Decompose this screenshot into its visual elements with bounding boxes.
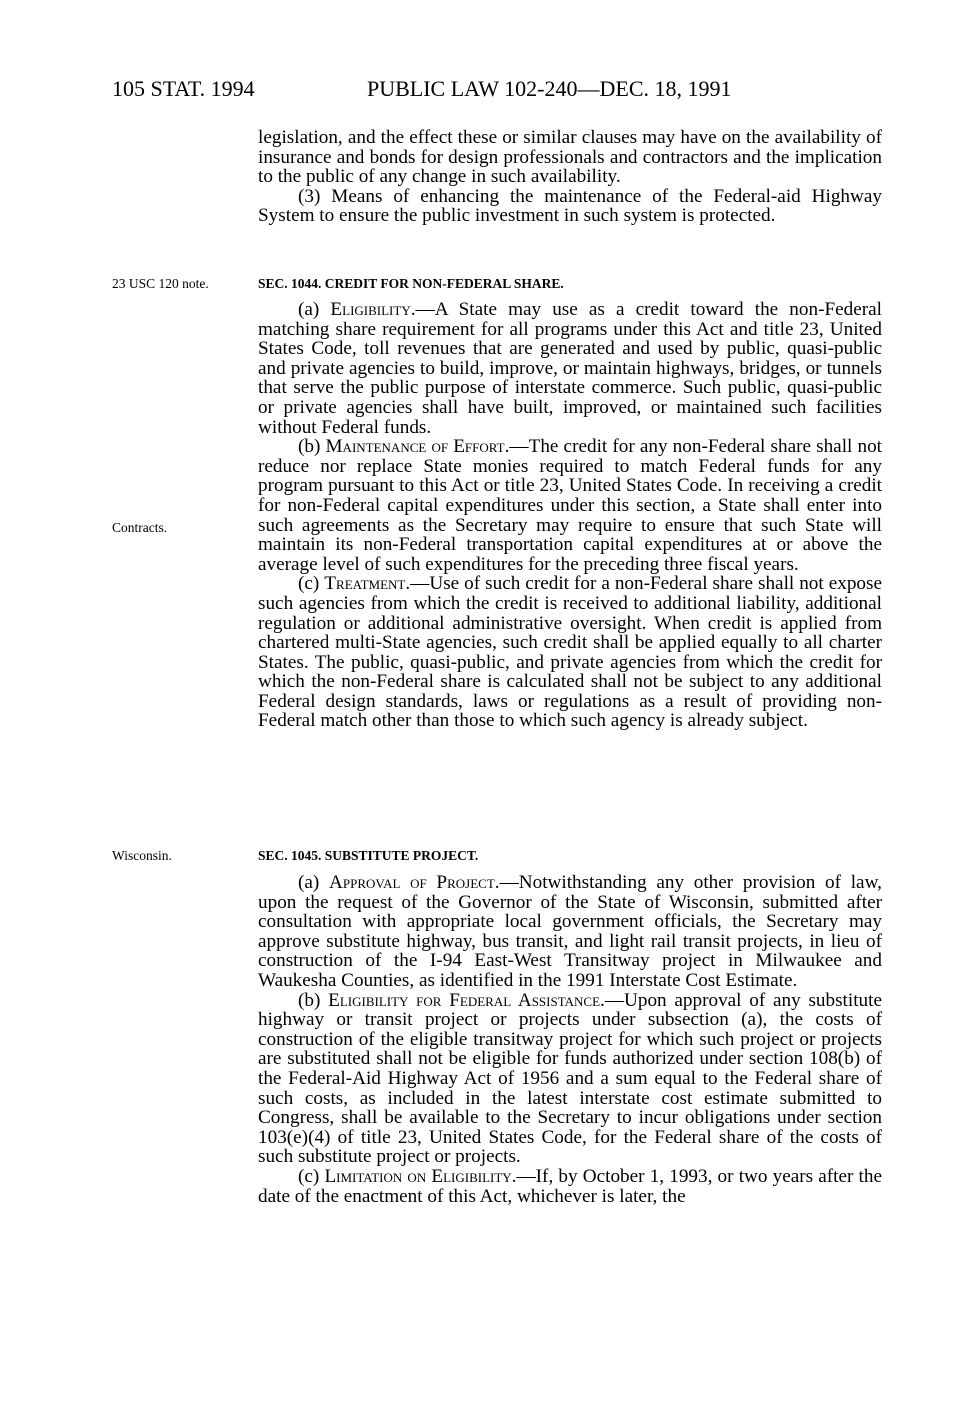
- sec-1044-a-label: (a): [298, 299, 331, 320]
- sec-1044-a-title: Eligibility.: [330, 299, 416, 320]
- sec-1045-a-title: Approval of Project.: [329, 872, 500, 893]
- margin-note-usc: 23 USC 120 note.: [112, 276, 209, 291]
- sec-1044-c-text: —Use of such credit for a non-Federal share shall not expose such agencies from which the credit is received to additional liability, additional regulation or additional administrative oversight. When credit is applied from chartered multi-State agencies, such credit shall be applied equally to all charter States. The public, quasi-public, and private agencies from which the credit for which the non-Federal share is calculated shall not be subject to any additional Federal design standards, laws or regulations as a result of providing non-Federal match other than those to which such agency is already subject.: [258, 573, 883, 732]
- sec-1045-c-text: —If, by October 1, 1993, or two years after the date of the enactment of this Act, whichever is later, the: [258, 1165, 882, 1207]
- sec-1044-b-title: Maintenance of Effort.: [325, 436, 510, 458]
- sec-1045-b-label: (b): [298, 989, 329, 1011]
- public-law-title: PUBLIC LAW 102-240—DEC. 18, 1991: [367, 76, 732, 101]
- sec-1044-c: [258, 574, 882, 731]
- top-block: [258, 128, 882, 226]
- sec-1044-heading: SEC. 1044. CREDIT FOR NON-FEDERAL SHARE.: [258, 276, 564, 291]
- sec-1045-b-text: —Upon approval of any substitute highway or transit project or projects under subsection (a), the costs of construction of the eligible transitway project for which such project or projects are substituted shall not be eligible for funds authorized under section 108(b) of the Federal-Aid Highway Act of 1956 and a sum equal to the Federal share of such costs, as included in the latest interstate cost estimate submitted to Congress, shall be available to the Secretary to incur obligations under section 103(e)(4) of title 23, United States Code, for the Federal share of the costs of such substitute project or projects.: [258, 989, 882, 1168]
- sec-1045-c: [258, 1167, 882, 1206]
- sec-1044-body: [258, 300, 882, 731]
- sec-1045-heading: SEC. 1045. SUBSTITUTE PROJECT.: [258, 848, 479, 863]
- sec-1045-c-title: Limitation on Eligibility.: [324, 1165, 517, 1187]
- sec-1045-b: [258, 991, 882, 1167]
- margin-note-contracts: Contracts.: [112, 520, 168, 535]
- continuation-paragraph: legislation, and the effect these or similar clauses may have on the availability of insurance and bonds for design professionals and contractors and the implication to the public of any change in such availability.: [258, 127, 882, 188]
- sec-1045-b-title: Eligibility for Federal Assistance.: [328, 989, 605, 1011]
- sec-1044-b-label: (b): [298, 436, 326, 458]
- stat-page-number: 105 STAT. 1994: [112, 76, 255, 101]
- margin-note-wisconsin: Wisconsin.: [112, 848, 172, 863]
- sec-1045-a: [258, 873, 882, 991]
- sec-1044-b: [258, 437, 882, 574]
- sec-1045-c-label: (c): [298, 1165, 325, 1187]
- sec-1044-c-label: (c): [298, 573, 325, 595]
- sec-1044-a-text: —A State may use as a credit toward the non-Federal matching share requirement for all programs under this Act and title 23, United States Code, toll revenues that are generated and used by public, quasi-public and private agencies to build, improve, or maintain highways, bridges, or tunnels that serve the public purpose of interstate commerce. Such public, quasi-public or private agencies shall have built, improved, or maintained such facilities without Federal funds.: [258, 299, 882, 438]
- sec-1044-c-title: Treatment.: [324, 573, 411, 595]
- sec-1044-b-text: —The credit for any non-Federal share shall not reduce nor replace State monies required to match Federal funds for any program pursuant to this Act or title 23, United States Code. In receiving a credit for non-Federal capital expenditures under this section, a State shall enter into such agreements as the Secretary may require to ensure that such State will maintain its non-Federal transportation capital expenditures at or above the average level of such expenditures for the preceding three fiscal years.: [258, 436, 883, 575]
- item-3-paragraph: (3) Means of enhancing the maintenance of the Federal-aid Highway System to ensure the public investment in such system is protected.: [258, 185, 882, 227]
- sec-1045-a-label: (a): [298, 872, 329, 893]
- sec-1045-body: [258, 873, 882, 1206]
- sec-1044-a: [258, 300, 882, 437]
- sec-1045-a-text: —Notwithstanding any other provision of law, upon the request of the Governor of the State of Wisconsin, submitted after consultation with appropriate local government officials, the Secretary may approve substitute highway, bus transit, and light rail transit projects, in lieu of construction of the I-94 East-West Transitway project in Milwaukee and Waukesha Counties, as identified in the 1991 Interstate Cost Estimate.: [258, 872, 882, 991]
